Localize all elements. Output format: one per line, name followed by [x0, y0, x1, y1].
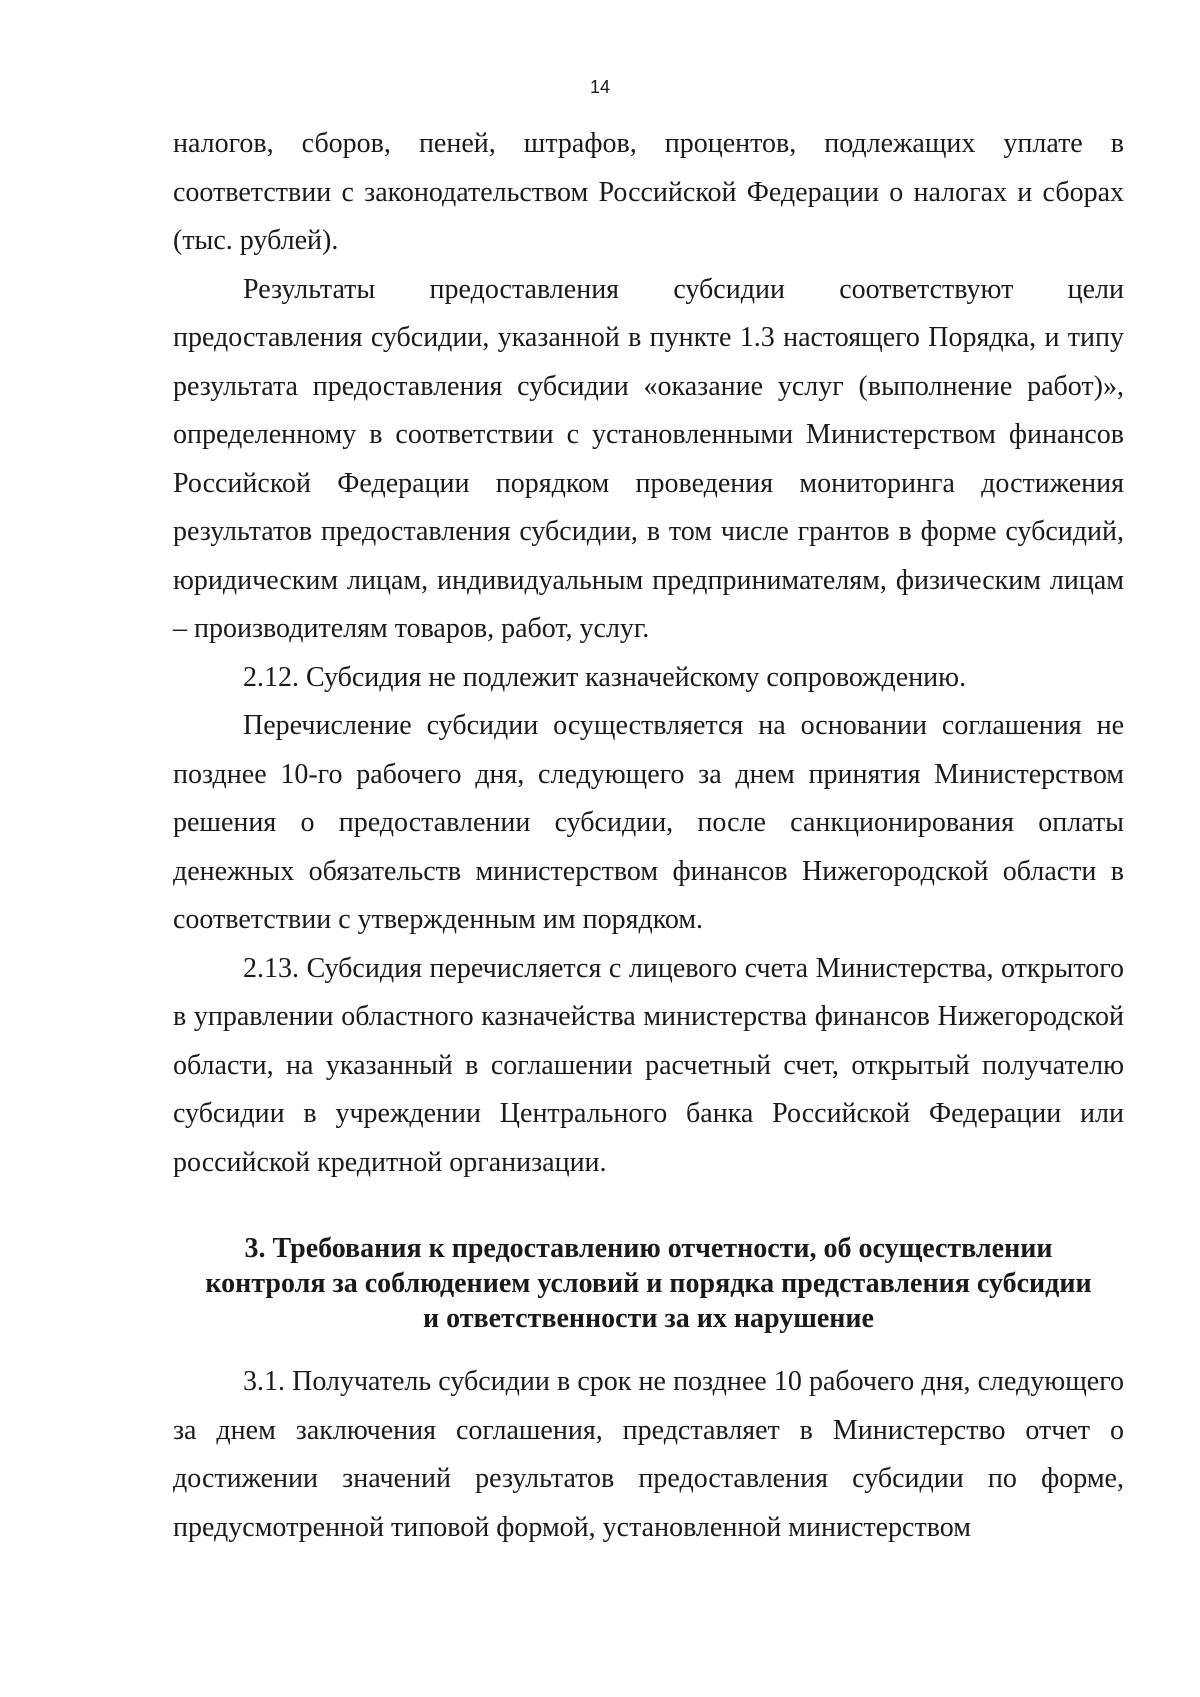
section-3-heading-line-3: и ответственности за их нарушение: [423, 1303, 874, 1334]
paragraph-3-1: 3.1. Получатель субсидии в срок не позднее 10 рабочего дня, следующего за днем заключения соглашения, представляет в Министерство отчет о достижении значений результатов предоставления субсидии по форме, предусмотренной типовой формой, установленной министерством: [173, 1366, 1124, 1543]
section-3-heading: [173, 1231, 1124, 1336]
document-body: [173, 120, 1124, 1552]
paragraph-taxes-continuation: налогов, сборов, пеней, штрафов, процентов, подлежащих уплате в соответствии с законодательством Российской Федерации о налогах и сборах (тыс. рублей).: [173, 128, 1124, 256]
section-3-heading-line-2: контроля за соблюдением условий и порядка представления субсидии: [205, 1268, 1092, 1299]
page-number: 14: [589, 77, 611, 97]
paragraph-2-13: 2.13. Субсидия перечисляется с лицевого счета Министерства, открытого в управлении областного казначейства министерства финансов Нижегородской области, на указанный в соглашении расчетный счет, открытый получателю субсидии в учреждении Центрального банка Российской Федерации или российской кредитной организации.: [173, 952, 1124, 1178]
paragraph-transfer-terms: Перечисление субсидии осуществляется на основании соглашения не позднее 10-го рабочего дня, следующего за днем принятия Министерством решения о предоставлении субсидии, после санкционирования оплаты денежных обязательств министерством финансов Нижегородской области в соответствии с утвержденным им порядком.: [173, 710, 1124, 935]
section-3-heading-line-1: 3. Требования к предоставлению отчетности, об осуществлении: [244, 1233, 1053, 1264]
paragraph-subsidy-results: Результаты предоставления субсидии соответствуют цели предоставления субсидии, указанной в пункте 1.3 настоящего Порядка, и типу результата предоставления субсидии «оказание услуг (выполнение работ)», определенному в соответствии с установленными Министерством финансов Российской Федерации порядком проведения мониторинга достижения результатов предоставления субсидии, в том числе грантов в форме субсидий, юридическим лицам, индивидуальным предпринимателям, физическим лицам – производителям товаров, работ, услуг.: [173, 273, 1124, 644]
paragraph-2-12: 2.12. Субсидия не подлежит казначейскому сопровождению.: [243, 661, 967, 693]
